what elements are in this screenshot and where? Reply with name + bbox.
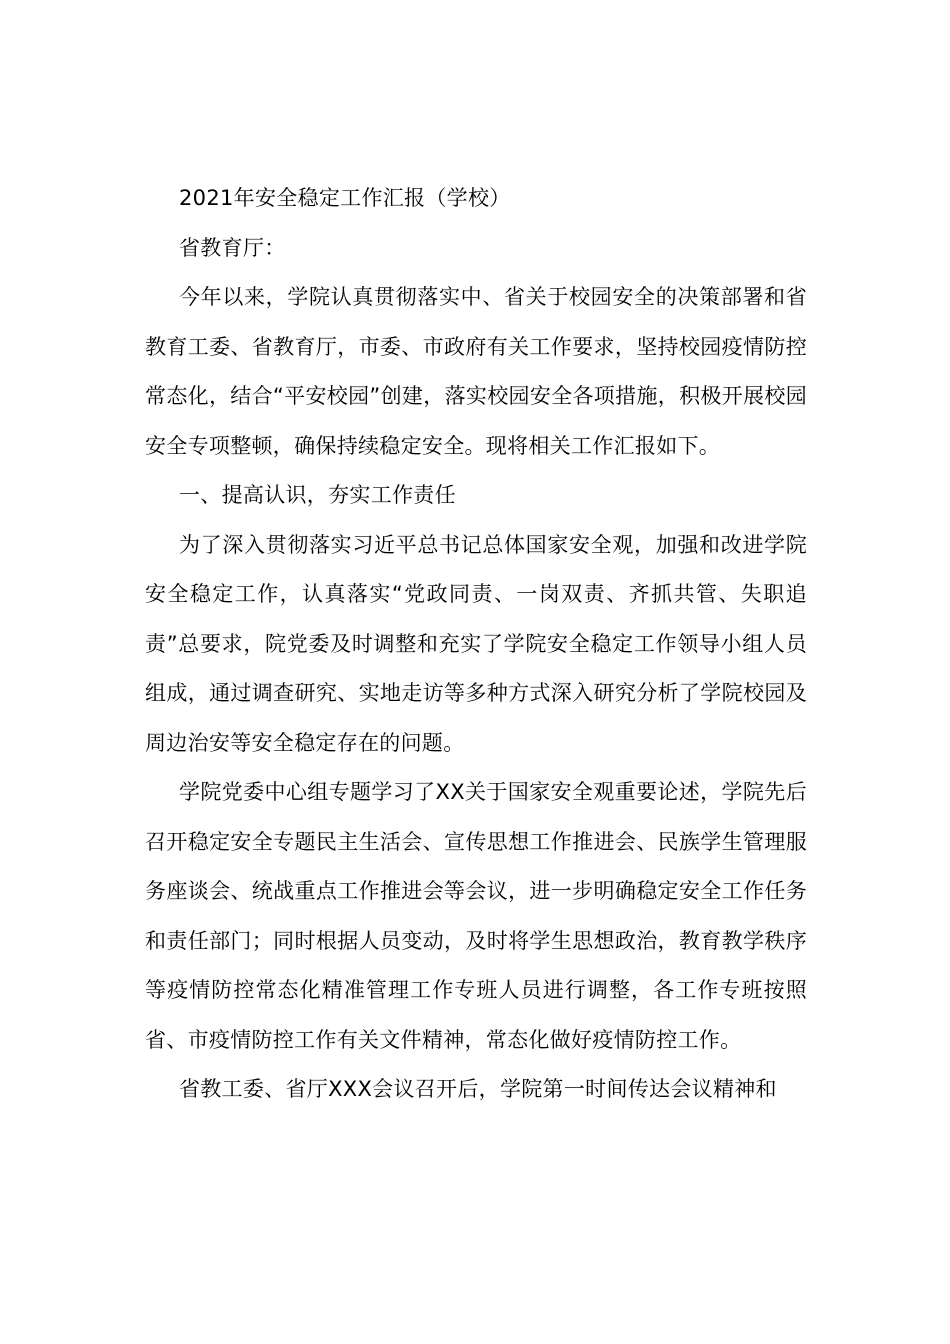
paragraph-intro: 今年以来，学院认真贯彻落实中、省关于校园安全的决策部署和省教育工委、省教育厅，市委、市政府有关工作要求，坚持校园疫情防控常态化，结合“平安校园”创建，落实校园安全各项措施，积极开展校园安全专项整顿，确保持续稳定安全。现将相关工作汇报如下。 — [145, 285, 807, 458]
document-body — [145, 174, 807, 1115]
paragraph-body: 为了深入贯彻落实习近平总书记总体国家安全观，加强和改进学院安全稳定工作，认真落实“党政同责、一岗双责、齐抓共管、失职追责”总要求，院党委及时调整和充实了学院安全稳定工作领导小组人员组成，通过调查研究、实地走访等多种方式深入研究分析了学院校园及周边治安等安全稳定存在的问题。 — [145, 532, 807, 755]
paragraph-body: 学院党委中心组专题学习了XX关于国家安全观重要论述，学院先后召开稳定安全专题民主生活会、宣传思想工作推进会、民族学生管理服务座谈会、统战重点工作推进会等会议，进一步明确稳定安全工作任务和责任部门；同时根据人员变动，及时将学生思想政治，教育教学秩序等疫情防控常态化精准管理工作专班人员进行调整，各工作专班按照省、市疫情防控工作有关文件精神，常态化做好疫情防控工作。 — [145, 780, 807, 1052]
paragraph-body: 省教工委、省厅XXX会议召开后，学院第一时间传达会议精神和 — [179, 1077, 777, 1101]
salutation: 省教育厅： — [179, 235, 286, 260]
document-title: 2021年安全稳定工作汇报（学校） — [179, 186, 511, 210]
section-heading-1: 一、提高认识，夯实工作责任 — [179, 483, 456, 507]
